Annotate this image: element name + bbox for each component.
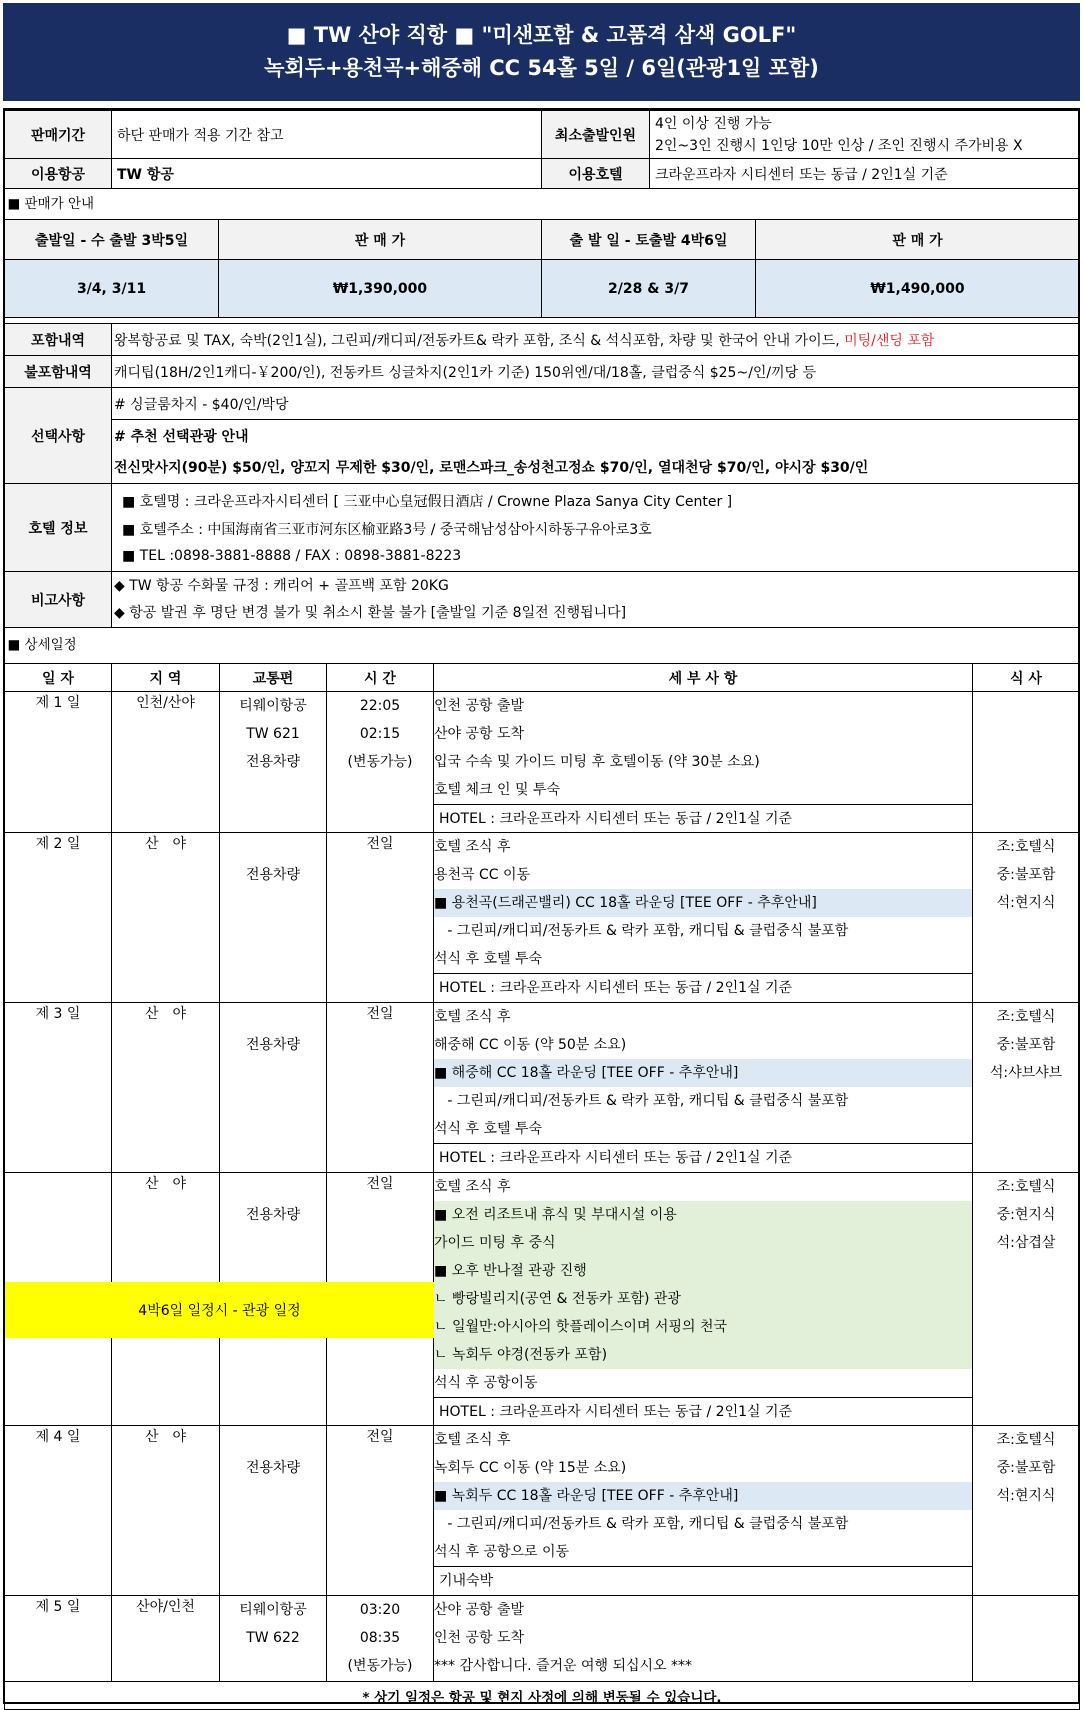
title-banner: [3, 3, 1080, 101]
day1-detail-2: 산야 공항 도착: [434, 726, 525, 742]
header-transport: 교통편: [220, 664, 327, 692]
exclude-label: 불포함내역: [5, 356, 112, 388]
day4-detail-2: 녹회두 CC 이동 (약 15분 소요): [434, 1460, 627, 1476]
price-header-date1: 출발일 - 수 출발 3박5일: [5, 220, 219, 260]
day2-meal-lunch: 중:불포함: [996, 867, 1056, 883]
banner-title-line2: 녹회두+용천곡+해중해 CC 54홀 5일 / 6일(관광1일 포함): [264, 56, 819, 80]
day1-day: 제 1 일: [5, 692, 112, 833]
day4-time: 전일: [327, 1426, 434, 1596]
day2-meals: [973, 833, 1080, 1003]
day2-detail-3: ■ 용천곡(드래곤밸리) CC 18홀 라운딩 [TEE OFF - 추후안내]: [434, 889, 972, 917]
tour-detail-8: 석식 후 공항이동: [434, 1375, 538, 1391]
day4-day: 제 4 일: [5, 1426, 112, 1596]
header-day: 일 자: [5, 664, 112, 692]
day5-time-arrive: 08:35: [359, 1630, 401, 1646]
day2-meal-dinner: 석:현지식: [996, 895, 1056, 911]
day5-detail-1: 산야 공항 출발: [434, 1602, 525, 1618]
banner-title-line1: ■ TW 산야 직항 ■ "미샌포함 & 고품격 삼색 GOLF": [286, 23, 797, 47]
tour-meal-lunch: 중:현지식: [996, 1207, 1056, 1223]
option-line2: # 추천 선택관광 안내: [112, 420, 1080, 452]
price-header-price1: 판 매 가: [219, 220, 542, 260]
day3-meal-breakfast: 조:호텔식: [996, 1009, 1056, 1025]
day3-transport-vehicle: 전용차량: [245, 1037, 301, 1053]
include-value: [112, 324, 1080, 356]
day2-region: 산 야: [112, 833, 220, 1003]
price-table: [4, 219, 1080, 318]
header-details: 세 부 사 항: [434, 664, 973, 692]
header-time: 시 간: [327, 664, 434, 692]
sale-period-label: 판매기간: [5, 111, 112, 159]
schedule-section-title: ■ 상세일정: [7, 636, 77, 653]
day3-detail-1: 호텔 조식 후: [434, 1009, 511, 1025]
day4-transport: [220, 1426, 327, 1596]
day4-region: 산 야: [112, 1426, 220, 1596]
day4-meals: [973, 1426, 1080, 1596]
include-label: 포함내역: [5, 324, 112, 356]
tour-transport-vehicle: 전용차량: [245, 1207, 301, 1223]
price-header-price2: 판 매 가: [756, 220, 1080, 260]
day2-detail-1: 호텔 조식 후: [434, 839, 511, 855]
day1-detail-3: 입국 수속 및 가이드 미팅 후 호텔이동 (약 30분 소요): [434, 754, 760, 770]
airline-label: 이용항공: [5, 159, 112, 189]
day1-time-note: (변동가능): [347, 754, 413, 770]
tour-hotel-line: HOTEL : 크라운프라자 시티센터 또는 동급 / 2인1실 기준: [434, 1397, 972, 1425]
day1-transport-flight: 티웨이항공: [239, 698, 307, 714]
day1-detail-1: 인천 공항 출발: [434, 698, 525, 714]
day4-detail-4: - 그린피/캐디피/전동카트 & 락카 포함, 캐디팁 & 클럽중식 불포함: [434, 1516, 849, 1532]
day5-time-depart: 03:20: [359, 1602, 401, 1618]
day3-time: 전일: [327, 1003, 434, 1173]
header-region: 지 역: [112, 664, 220, 692]
price-value1: ₩1,390,000: [219, 260, 542, 318]
day2-transport-vehicle: 전용차량: [245, 867, 301, 883]
day3-details: [434, 1003, 973, 1173]
info-table: [4, 110, 1080, 215]
hotel-info-value: [112, 484, 1080, 572]
day1-detail-4: 호텔 체크 인 및 투숙: [434, 782, 560, 798]
day2-transport: [220, 833, 327, 1003]
day3-detail-3: ■ 해중해 CC 18홀 라운딩 [TEE OFF - 추후안내]: [434, 1059, 972, 1087]
day3-detail-2: 해중해 CC 이동 (약 50분 소요): [434, 1037, 627, 1053]
hotel-info-label: 호텔 정보: [5, 484, 112, 572]
day1-time-depart: 22:05: [359, 698, 401, 714]
day1-region: 인천/산야: [112, 692, 220, 833]
remarks-line2: ◆ 항공 발권 후 명단 변경 불가 및 취소시 환불 불가 [출발일 기준 8일전 진행됩니다]: [114, 604, 627, 621]
day3-detail-5: 석식 후 호텔 투숙: [434, 1121, 543, 1137]
day2-meal-breakfast: 조:호텔식: [996, 839, 1056, 855]
day5-transport: [220, 1596, 327, 1682]
sale-period-value: 하단 판매가 적용 기간 참고: [112, 111, 542, 159]
day3-hotel-line: HOTEL : 크라운프라자 시티센터 또는 동급 / 2인1실 기준: [434, 1143, 972, 1171]
min-departure-line1: 4인 이상 진행 가능: [655, 115, 772, 132]
min-departure-line2: 2인~3인 진행시 1인당 10만 인상 / 조인 진행시 주가비용 X: [655, 137, 1023, 154]
option-label: 선택사항: [5, 388, 112, 484]
tour-detail-2: ■ 오전 리조트내 휴식 및 부대시설 이용: [434, 1201, 972, 1229]
option-line3: 전신맛사지(90분) $50/인, 양꼬지 무제한 $30/인, 로맨스파크_송성천고정쇼 $70/인, 열대천당 $70/인, 야시장 $30/인: [112, 452, 1080, 484]
header-meals: 식 사: [973, 664, 1080, 692]
day3-meal-lunch: 중:불포함: [996, 1037, 1056, 1053]
day4-detail-1: 호텔 조식 후: [434, 1432, 511, 1448]
tour-detail-7: ㄴ 녹회두 야경(전동카 포함): [434, 1341, 972, 1369]
day4-detail-5: 석식 후 공항으로 이동: [434, 1544, 570, 1560]
day3-detail-4: - 그린피/캐디피/전동카트 & 락카 포함, 캐디팁 & 클럽중식 불포함: [434, 1093, 849, 1109]
day4-meal-lunch: 중:불포함: [996, 1460, 1056, 1476]
day1-time: [327, 692, 434, 833]
day2-day: 제 2 일: [5, 833, 112, 1003]
day1-time-arrive: 02:15: [359, 726, 401, 742]
day4-last-line: 기내숙박: [434, 1566, 972, 1594]
day5-time: [327, 1596, 434, 1682]
tour-time: 전일: [327, 1173, 434, 1426]
remarks-value: [112, 572, 1080, 628]
tour-region: 산 야: [112, 1173, 220, 1426]
include-text: 왕복항공료 및 TAX, 숙박(2인1실), 그린피/캐디피/전동카트& 락카 포함, 조식 & 석식포함, 차량 및 한국어 안내 가이드,: [114, 332, 845, 349]
day4-details: [434, 1426, 973, 1596]
day1-hotel-line: HOTEL : 크라운프라자 시티센터 또는 동급 / 2인1실 기준: [434, 804, 972, 832]
tour-detail-3: 가이드 미팅 후 중식: [434, 1229, 972, 1257]
tour-detail-1: 호텔 조식 후: [434, 1179, 511, 1195]
day4-meal-dinner: 석:현지식: [996, 1488, 1056, 1504]
day2-details: [434, 833, 973, 1003]
day1-transport-vehicle: 전용차량: [245, 754, 301, 770]
day2-detail-4: - 그린피/캐디피/전동카트 & 락카 포함, 캐디팁 & 클럽중식 불포함: [434, 923, 849, 939]
day3-meals: [973, 1003, 1080, 1173]
include-highlight: 미팅/샌딩 포함: [844, 332, 935, 349]
hotel-label: 이용호텔: [542, 159, 650, 189]
tour-detail-5: ㄴ 빵랑빌리지(공연 & 전동카 포함) 관광: [434, 1285, 972, 1313]
day2-detail-5: 석식 후 호텔 투숙: [434, 951, 543, 967]
day3-day: 제 3 일: [5, 1003, 112, 1173]
remarks-line1: ◆ TW 항공 수화물 규정 : 캐리어 + 골프백 포함 20KG: [114, 577, 449, 594]
hotel-value: 크라운프라자 시티센터 또는 동급 / 2인1실 기준: [650, 159, 1080, 189]
day5-details: [434, 1596, 973, 1682]
day4-detail-3: ■ 녹회두 CC 18홀 라운딩 [TEE OFF - 추후안내]: [434, 1482, 972, 1510]
day1-transport-code: TW 621: [246, 726, 300, 742]
day4-transport-vehicle: 전용차량: [245, 1460, 301, 1476]
day5-day: 제 5 일: [5, 1596, 112, 1682]
schedule-table: [4, 663, 1080, 1710]
price-date2: 2/28 & 3/7: [542, 260, 756, 318]
day5-detail-3: *** 감사합니다. 즐거운 여행 되십시오 ***: [434, 1658, 693, 1674]
day5-time-note: (변동가능): [347, 1658, 413, 1674]
tour-meal-dinner: 석:삼겹살: [996, 1235, 1056, 1251]
day3-meal-dinner: 석:샤브샤브: [989, 1065, 1063, 1081]
price-header-date2: 출 발 일 - 토출발 4박6일: [542, 220, 756, 260]
day5-detail-2: 인천 공항 도착: [434, 1630, 525, 1646]
day1-transport: [220, 692, 327, 833]
min-departure-value: [650, 111, 1080, 159]
day2-time: 전일: [327, 833, 434, 1003]
hotel-name-line: ■ 호텔명 : 크라운프라자시티센터 [ 三亚中心皇冠假日酒店 / Crowne Plaza Sanya City Center ]: [122, 493, 733, 510]
day2-hotel-line: HOTEL : 크라운프라자 시티센터 또는 동급 / 2인1실 기준: [434, 973, 972, 1001]
remarks-label: 비고사항: [5, 572, 112, 628]
day5-transport-code: TW 622: [246, 1630, 300, 1646]
footer-note: * 상기 일정은 항공 및 현지 사정에 의해 변동될 수 있습니다.: [5, 1682, 1080, 1710]
tour-detail-4: ■ 오후 반나절 관광 진행: [434, 1257, 972, 1285]
exclude-value: 캐디팁(18H/2인1캐디-￥200/인), 전동카트 싱글차지(2인1카 기준) 150위엔/대/18홀, 클럽중식 $25~/인/끼당 등: [112, 356, 1080, 388]
hotel-tel-line: ■ TEL :0898-3881-8888 / FAX : 0898-3881-8223: [122, 547, 462, 564]
day5-meals: [973, 1596, 1080, 1682]
tour-meal-breakfast: 조:호텔식: [996, 1179, 1056, 1195]
min-departure-label: 최소출발인원: [542, 111, 650, 159]
day1-details: [434, 692, 973, 833]
day3-transport: [220, 1003, 327, 1173]
day5-region: 산야/인천: [112, 1596, 220, 1682]
tour-details: [434, 1173, 973, 1426]
details-table: [4, 323, 1080, 658]
day1-meals: [973, 692, 1080, 833]
price-date1: 3/4, 3/11: [5, 260, 219, 318]
tour-meals: [973, 1173, 1080, 1426]
day5-transport-flight: 티웨이항공: [239, 1602, 307, 1618]
price-value2: ₩1,490,000: [756, 260, 1080, 318]
airline-value: TW 항공: [112, 159, 542, 189]
day4-meal-breakfast: 조:호텔식: [996, 1432, 1056, 1448]
tour-detail-6: ㄴ 일월만:아시아의 핫플레이스이며 서핑의 천국: [434, 1313, 972, 1341]
hotel-address-line: ■ 호텔주소 : 中国海南省三亚市河东区榆亚路3号 / 중국해남성삼아시하동구유아로3호: [122, 521, 652, 538]
tour-day-band: 4박6일 일정시 - 관광 일정: [5, 1282, 434, 1338]
option-line1: # 싱글룸차지 - $40/인/박당: [112, 388, 1080, 420]
price-section-title: ■ 판매가 안내: [7, 195, 95, 212]
day3-region: 산 야: [112, 1003, 220, 1173]
day2-detail-2: 용천곡 CC 이동: [434, 867, 531, 883]
